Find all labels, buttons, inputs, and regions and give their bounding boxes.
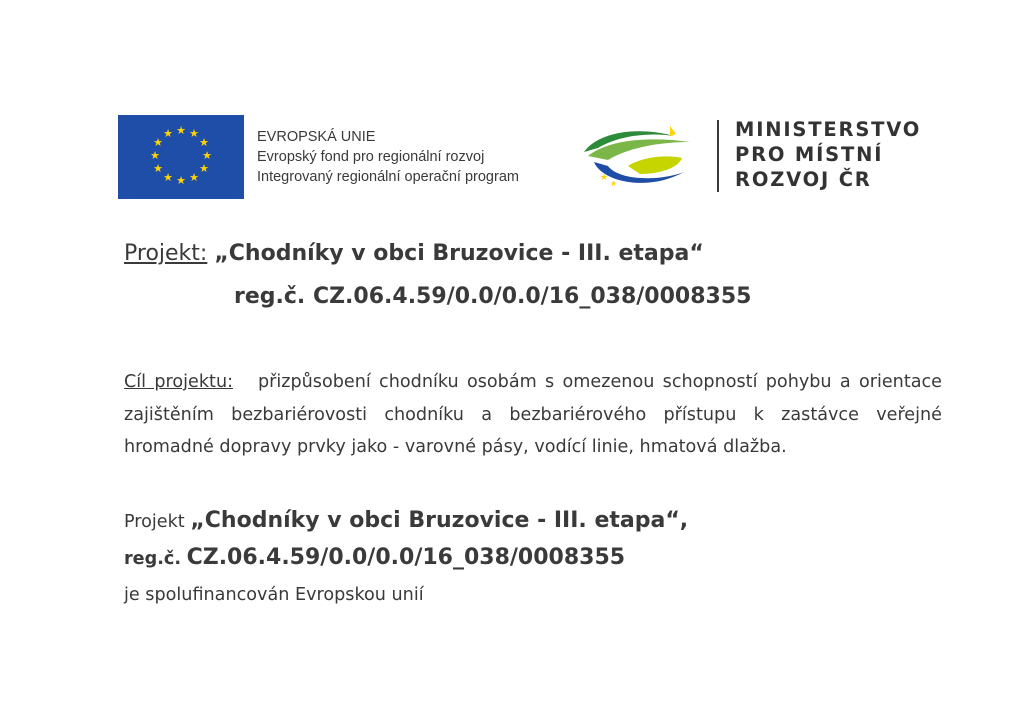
eu-stars-icon [118, 115, 244, 199]
svg-text:★: ★ [610, 179, 618, 188]
project-goal [124, 366, 942, 464]
registration-number: CZ.06.4.59/0.0/0.0/16_038/0008355 [312, 284, 752, 309]
funding-text: je spolufinancován Evropskou unií [124, 585, 424, 605]
eu-flag [118, 115, 244, 199]
project-title-line [124, 241, 704, 266]
svg-text:★: ★ [153, 162, 163, 175]
svg-text:★: ★ [163, 171, 173, 184]
ministry-name [735, 117, 921, 192]
goal-label: Cíl projektu: [124, 372, 234, 392]
goal-text: přizpůsobení chodníku osobám s omezenou schopností pohybu a orientace zajištěním bezbariérovosti chodníku a bezbariérového přístupu k zastávce veřejné hromadné dopravy prvky jako - varovné pásy, vodící linie, hmatová dlažba. [124, 372, 943, 457]
svg-text:★: ★ [600, 173, 609, 183]
svg-text:★: ★ [199, 136, 209, 149]
svg-text:★: ★ [189, 127, 199, 140]
funding-prefix: Projekt [124, 512, 185, 532]
eu-title: EVROPSKÁ UNIE [257, 129, 376, 145]
svg-text:★: ★ [176, 174, 186, 187]
svg-text:★: ★ [163, 127, 173, 140]
eu-program-name: Integrovaný regionální operační program [257, 169, 519, 185]
eu-fund-name: Evropský fond pro regionální rozvoj [257, 149, 485, 165]
svg-text:★: ★ [153, 136, 163, 149]
ministry-logo-icon [578, 122, 696, 194]
ministry-line-2: PRO MÍSTNÍ [735, 143, 884, 166]
project-title: „Chodníky v obci Bruzovice - III. etapa“ [214, 241, 704, 266]
svg-text:★: ★ [150, 149, 160, 162]
funding-statement [124, 503, 942, 613]
eu-caption [257, 127, 519, 187]
registration-label: reg.č. [234, 284, 306, 309]
ministry-line-1: MINISTERSTVO [735, 118, 922, 141]
project-label: Projekt: [124, 241, 208, 266]
funding-registration-label: reg.č. [124, 549, 181, 569]
svg-text:★: ★ [189, 171, 199, 184]
funding-project-title: „Chodníky v obci Bruzovice - III. etapa“, [190, 508, 689, 533]
logo-divider [717, 120, 719, 192]
svg-text:★: ★ [199, 162, 209, 175]
svg-text:★: ★ [176, 124, 186, 137]
ministry-line-3: ROZVOJ ČR [735, 168, 872, 191]
project-registration-line [234, 284, 751, 309]
funding-registration-number: CZ.06.4.59/0.0/0.0/16_038/0008355 [186, 545, 626, 570]
svg-text:★: ★ [202, 149, 212, 162]
